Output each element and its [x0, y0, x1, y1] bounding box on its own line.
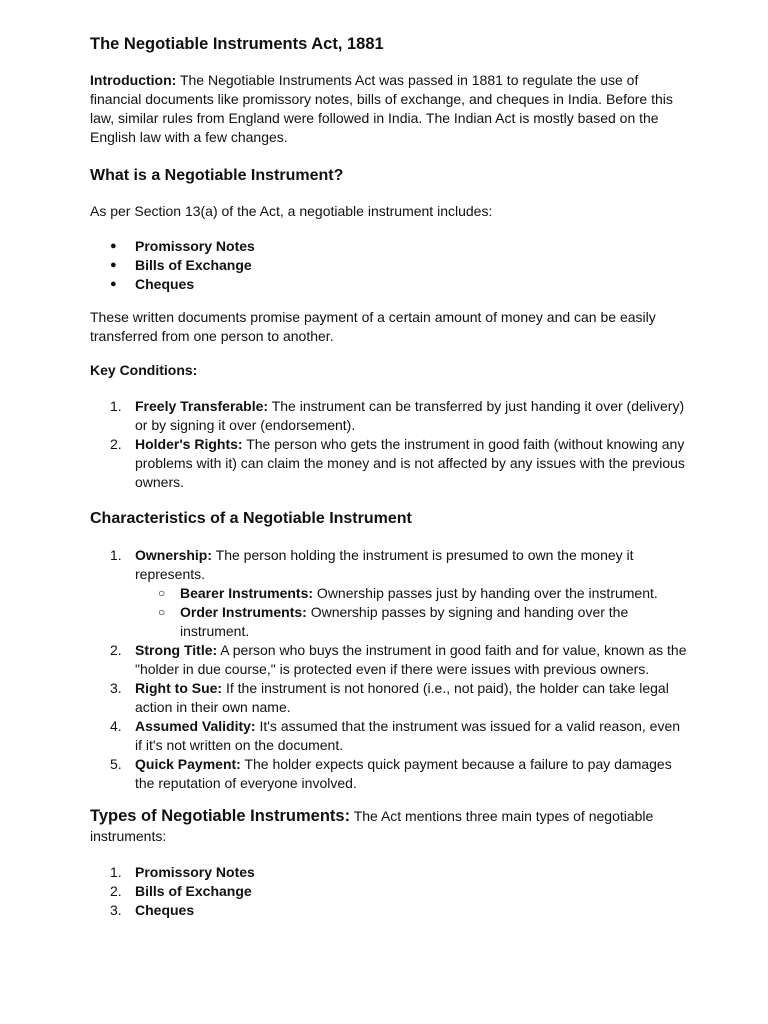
conditions-list: [90, 397, 690, 492]
intro-paragraph: [90, 71, 690, 147]
characteristics-list: [90, 546, 690, 793]
instrument-list: [90, 237, 690, 294]
list-item: 1. Promissory Notes: [110, 864, 255, 880]
list-item: 2. Holder's Rights: The person who gets the instrument in good faith (without knowing any problems with it) can claim the money and is not affected by any issues with the previous owners.: [110, 436, 685, 490]
key-conditions-heading: Key Conditions:: [90, 362, 198, 378]
what-after: These written documents promise payment of a certain amount of money and can be easily transferred from one person to another.: [90, 309, 656, 344]
list-item: 2. Strong Title: A person who buys the instrument in good faith and for value, known as the "holder in due course," is protected even if there were issues with previous owners.: [110, 642, 687, 677]
what-heading: What is a Negotiable Instrument?: [90, 167, 344, 184]
intro-text: The Negotiable Instruments Act was passed in 1881 to regulate the use of financial documents like promissory notes, bills of exchange, and cheques in India. Before this law, similar rules from England were followed in India. The Indian Act is mostly based on the English law with a few changes.: [90, 72, 673, 145]
document-title: The Negotiable Instruments Act, 1881: [90, 35, 384, 53]
circle-bullet-icon: ○: [158, 586, 166, 600]
sub-list-item: ○ Order Instruments: Ownership passes by signing and handing over the instrument.: [158, 604, 629, 639]
bullet-icon: ●: [110, 278, 117, 290]
list-item: ● Cheques: [110, 276, 195, 292]
list-item: 2. Bills of Exchange: [110, 883, 252, 899]
characteristics-heading: Characteristics of a Negotiable Instrument: [90, 510, 412, 527]
list-item: 1. Ownership: The person holding the instrument is presumed to own the money it represents. ○ Bearer Instruments: Ownership passes just by handing over the instrument. ○ Order Instruments: Ownership passes by signing and handing over the instrument.: [90, 546, 690, 641]
list-item: 3. Cheques: [110, 902, 195, 918]
bullet-icon: ●: [110, 240, 117, 252]
intro-label: Introduction:: [90, 72, 177, 88]
list-item: ● Promissory Notes: [110, 238, 255, 254]
types-paragraph: [90, 806, 690, 846]
list-item: 4. Assumed Validity: It's assumed that the instrument was issued for a valid reason, even if it's not written on the document.: [110, 718, 681, 753]
bullet-icon: ●: [110, 259, 117, 271]
what-lead: As per Section 13(a) of the Act, a negotiable instrument includes:: [90, 203, 493, 219]
types-text: The Act mentions three main types of negotiable instruments:: [90, 808, 654, 844]
sub-list-item: ○ Bearer Instruments: Ownership passes just by handing over the instrument.: [158, 585, 658, 601]
ownership-sublist: [135, 584, 690, 641]
circle-bullet-icon: ○: [158, 605, 166, 619]
list-item: 1. Freely Transferable: The instrument can be transferred by just handing it over (delivery) or by signing it over (endorsement).: [110, 398, 685, 433]
types-heading: Types of Negotiable Instruments:: [90, 807, 351, 825]
list-item: 3. Right to Sue: If the instrument is not honored (i.e., not paid), the holder can take legal action in their own name.: [110, 680, 669, 715]
list-item: 5. Quick Payment: The holder expects quick payment because a failure to pay damages the reputation of everyone involved.: [110, 756, 672, 791]
types-list: [90, 863, 690, 920]
list-item: ● Bills of Exchange: [110, 257, 252, 273]
